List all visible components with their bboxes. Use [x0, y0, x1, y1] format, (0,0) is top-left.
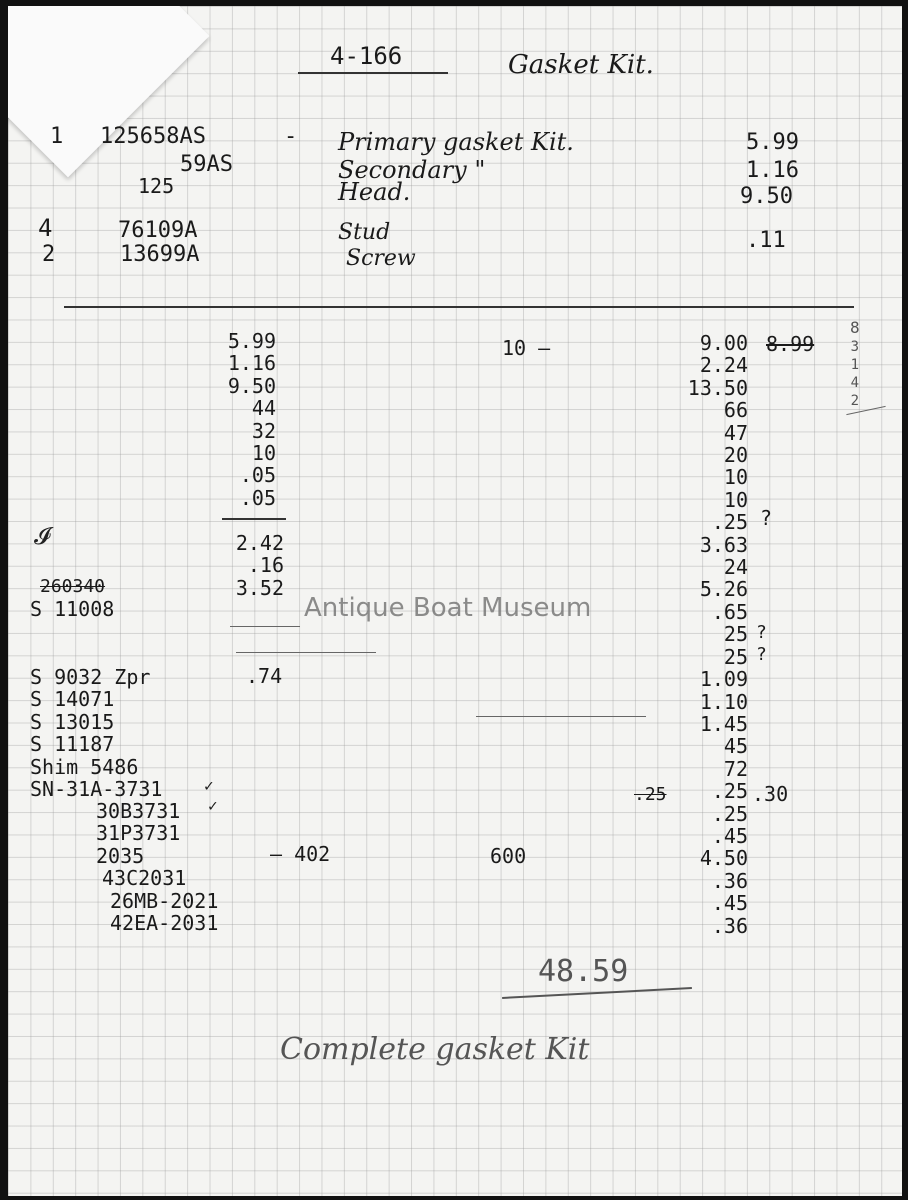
- part-number: 13699A: [120, 242, 200, 267]
- margin-number: 1: [850, 357, 860, 373]
- left-part-list-2: [30, 666, 162, 800]
- header-title: Gasket Kit.: [508, 50, 654, 80]
- part-desc: Screw: [346, 246, 416, 271]
- struck-value: .25: [634, 784, 667, 805]
- part-price: .11: [746, 228, 786, 253]
- column-b-value: .45: [711, 891, 748, 916]
- part-number: 76109A: [118, 218, 198, 243]
- side-value: .30: [752, 782, 789, 806]
- column-b-value: 45: [723, 734, 748, 759]
- watermark: Antique Boat Museum: [304, 593, 592, 623]
- pencil-line: [236, 652, 376, 653]
- column-a-value: .05: [239, 485, 276, 510]
- left-list-item: 43C2031: [102, 866, 187, 891]
- column-b-value: 10: [723, 465, 748, 490]
- column-b-value: .25: [711, 779, 748, 804]
- part-price: 1.16: [746, 158, 799, 183]
- left-list-item: S 14071: [30, 687, 115, 712]
- part-number: 125658AS: [100, 124, 206, 149]
- column-a-subtotal: 2.42: [235, 531, 284, 555]
- left-list-item: 30B3731: [96, 799, 181, 823]
- column-b-value: 1.10: [699, 689, 748, 714]
- column-b-value: 10: [723, 487, 748, 512]
- mid-600: 600: [490, 844, 527, 868]
- column-a-value: 10: [251, 441, 276, 466]
- left-list-item: S 11187: [30, 732, 115, 757]
- column-a-subtotal: .16: [247, 553, 284, 578]
- column-b-value: 9.00: [699, 331, 748, 355]
- column-b-value: .25: [711, 510, 748, 535]
- document-sheet: [8, 6, 902, 1196]
- column-a-extra: .74: [246, 664, 283, 688]
- column-b-value: .25: [711, 801, 748, 826]
- left-list-item: S 13015: [30, 709, 115, 734]
- margin-number: 3: [850, 339, 860, 355]
- left-list-item: S 11008: [30, 597, 115, 621]
- left-part-list-3: [96, 800, 218, 934]
- column-b-value: 5.26: [699, 577, 748, 602]
- left-list-item: S 9032 Zpr: [30, 665, 151, 689]
- column-a-value: .05: [239, 463, 276, 488]
- question-mark: ?: [760, 506, 773, 530]
- column-b-value: 2.24: [699, 353, 748, 378]
- column-b-value: .65: [711, 599, 748, 624]
- left-list-item: 2035: [96, 843, 145, 868]
- column-b-value: 72: [723, 756, 748, 781]
- mid-ten: 10 —: [502, 336, 551, 360]
- column-b-value: .36: [711, 913, 748, 938]
- column-b-value: 4.50: [699, 846, 748, 871]
- column-a-value: 5.99: [227, 329, 276, 353]
- column-b-value: 1.09: [699, 667, 748, 692]
- part-number: 125: [138, 174, 175, 198]
- left-list-item: SN-31A-3731: [30, 777, 163, 802]
- column-b-value: 47: [723, 420, 748, 445]
- mid-402: — 402: [270, 842, 331, 866]
- margin-number: 4: [850, 375, 860, 391]
- check-mark: ✓: [208, 796, 218, 815]
- column-b-value: 66: [723, 398, 748, 423]
- part-dash: -: [284, 124, 298, 149]
- struck-number: 260340: [40, 576, 106, 597]
- question-mark: ?: [756, 644, 767, 665]
- header-code: 4-166: [330, 42, 403, 70]
- part-desc: Head.: [338, 178, 411, 206]
- pencil-line: [476, 716, 646, 717]
- part-qty: 4: [38, 214, 53, 242]
- part-qty: 2: [42, 242, 56, 267]
- column-b: [648, 332, 748, 937]
- column-b-value: .45: [711, 823, 748, 848]
- column-b-value: 3.63: [699, 532, 748, 557]
- column-a-subtotals: [222, 532, 284, 599]
- column-b-value: 25: [723, 644, 748, 669]
- part-desc: Stud: [338, 220, 391, 245]
- part-number: 59AS: [180, 152, 233, 177]
- left-list-item: 42EA-2031: [110, 911, 219, 936]
- pencil-line: [230, 626, 300, 627]
- column-a: [214, 330, 276, 509]
- column-b-value: 13.50: [687, 375, 748, 400]
- column-b-value: 24: [723, 555, 748, 580]
- column-b-value: 25: [723, 622, 748, 647]
- column-a-subtotal: 3.52: [235, 575, 284, 600]
- header-underline: [298, 72, 448, 74]
- column-b-value: .36: [711, 868, 748, 893]
- part-price: 9.50: [740, 184, 793, 209]
- right-margin-numbers: [850, 318, 860, 410]
- section-divider: [64, 306, 854, 308]
- column-b-value: 20: [723, 443, 748, 468]
- struck-value: 8.99: [766, 332, 815, 356]
- part-price: 5.99: [746, 130, 799, 155]
- footer-note: Complete gasket Kit: [280, 1032, 590, 1067]
- column-a-value: 9.50: [227, 373, 276, 398]
- part-desc: Secondary ": [338, 156, 486, 184]
- column-a-sum-line: [222, 518, 286, 520]
- left-list-item: Shim 5486: [30, 754, 139, 779]
- left-list-item: 31P3731: [96, 821, 181, 846]
- left-part-list: [30, 598, 114, 620]
- column-a-value: 32: [251, 418, 276, 443]
- part-desc: Primary gasket Kit.: [338, 128, 574, 156]
- column-b-value: 1.45: [699, 711, 748, 736]
- check-mark: ✓: [204, 776, 214, 795]
- question-mark: ?: [756, 622, 767, 643]
- left-list-item: 26MB-2021: [110, 888, 219, 913]
- margin-number: 8: [850, 318, 860, 337]
- clip-mark: 𝓘: [34, 522, 51, 550]
- part-qty: 1: [50, 124, 64, 149]
- column-a-value: 1.16: [227, 351, 276, 376]
- grand-total: 48.59: [538, 954, 629, 989]
- margin-number: 2: [850, 393, 860, 409]
- column-a-value: 44: [251, 396, 276, 421]
